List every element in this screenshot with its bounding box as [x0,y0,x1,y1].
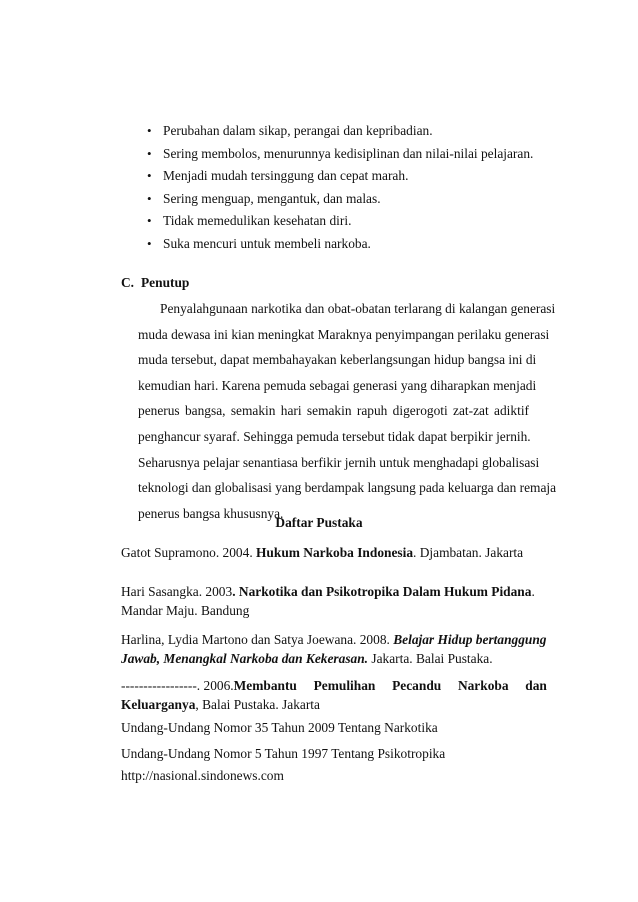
reference-title: Membantu Pemulihan Pecandu Narkoba dan [233,678,547,693]
reference-line [121,695,533,714]
reference-title: . Narkotika dan Psikotropika Dalam Hukum Pidana [232,584,532,599]
reference-line [121,649,533,668]
list-item-text: Suka mencuri untuk membeli narkoba. [163,235,371,251]
reference-author: -----------------. 2006. [121,678,234,693]
closing-paragraph [138,296,557,526]
paragraph-line: penerus bangsa, semakin hari semakin rapuh digerogoti zat-zat adiktif [138,403,529,419]
bullet-icon: • [147,145,152,161]
reference-title: Hukum Narkoba Indonesia [256,545,414,560]
reference-line: Undang-Undang Nomor 35 Tahun 2009 Tentang Narkotika [121,720,438,735]
section-heading [121,275,189,291]
list-item [147,166,577,189]
paragraph-line: Seharusnya pelajar senantiasa berfikir jernih untuk menghadapi globalisasi [138,454,540,470]
paragraph-line: penghancur syaraf. Sehingga pemuda tersebut tidak dapat berpikir jernih. [138,428,531,444]
bullet-icon: • [147,123,152,138]
list-item [147,144,577,167]
reference-entry [121,582,533,620]
reference-entry [121,766,533,785]
list-item-text: Sering membolos, menurunnya kedisiplinan dan nilai-nilai pelajaran. [163,145,534,161]
list-item-text: Sering menguap, mengantuk, dan malas. [163,190,381,206]
reference-entry [121,744,533,763]
reference-entry [121,630,547,668]
references-title: Daftar Pustaka [275,515,363,530]
paragraph-line: kemudian hari. Karena pemuda sebagai generasi yang diharapkan menjadi [138,377,537,393]
reference-punct: . [531,584,535,599]
bullet-icon: • [147,168,152,184]
paragraph-line: teknologi dan globalisasi yang berdampak langsung pada keluarga dan remaja [138,480,557,496]
reference-title: Belajar Hidup bertanggung [393,632,547,647]
list-item-text: Tidak memedulikan kesehatan diri. [163,213,352,229]
reference-line [121,582,533,601]
reference-line: Mandar Maju. Bandung [121,603,250,618]
reference-author: Harlina, Lydia Martono dan Satya Joewana. 2008. [121,632,394,647]
reference-entry [121,543,533,562]
reference-publisher: , Balai Pustaka. Jakarta [195,697,320,712]
section-title: Penutup [141,275,190,290]
list-item [147,211,577,234]
bullet-icon: • [147,190,152,206]
reference-url: http://nasional.sindonews.com [121,768,284,783]
reference-author: Gatot Supramono. 2004. [121,545,257,560]
reference-author: Hari Sasangka. 2003 [121,584,233,599]
paragraph-line: penerus bangsa khususnya. [138,505,284,521]
reference-title-cont: Keluarganya [121,697,196,712]
reference-line: Undang-Undang Nomor 5 Tahun 1997 Tentang Psikotropika [121,746,446,761]
list-item-text: Menjadi mudah tersinggung dan cepat marah. [163,168,409,184]
symptom-bullet-list [147,121,577,257]
section-number: C. [121,275,135,290]
reference-line [121,630,547,649]
list-item [147,234,577,257]
reference-line [121,543,533,562]
reference-entry [121,718,533,737]
reference-title-cont: Jawab, Menangkal Narkoba dan Kekerasan. [121,651,369,666]
reference-line [121,676,547,695]
bullet-icon: • [147,235,152,251]
paragraph-line: Penyalahgunaan narkotika dan obat-obatan terlarang di kalangan generasi [160,301,556,316]
list-item-text: Perubahan dalam sikap, perangai dan kepribadian. [163,123,433,138]
reference-entry [121,676,547,714]
list-item [147,121,577,144]
paragraph-line: muda tersebut, dapat membahayakan keberlangsungan hidup bangsa ini di [138,352,537,368]
paragraph-line: muda dewasa ini kian meningkat Maraknya penyimpangan perilaku generasi [138,326,550,342]
reference-publisher: Jakarta. Balai Pustaka. [368,651,493,666]
bullet-icon: • [147,213,152,229]
reference-publisher: . Djambatan. Jakarta [413,545,524,560]
list-item [147,189,577,212]
